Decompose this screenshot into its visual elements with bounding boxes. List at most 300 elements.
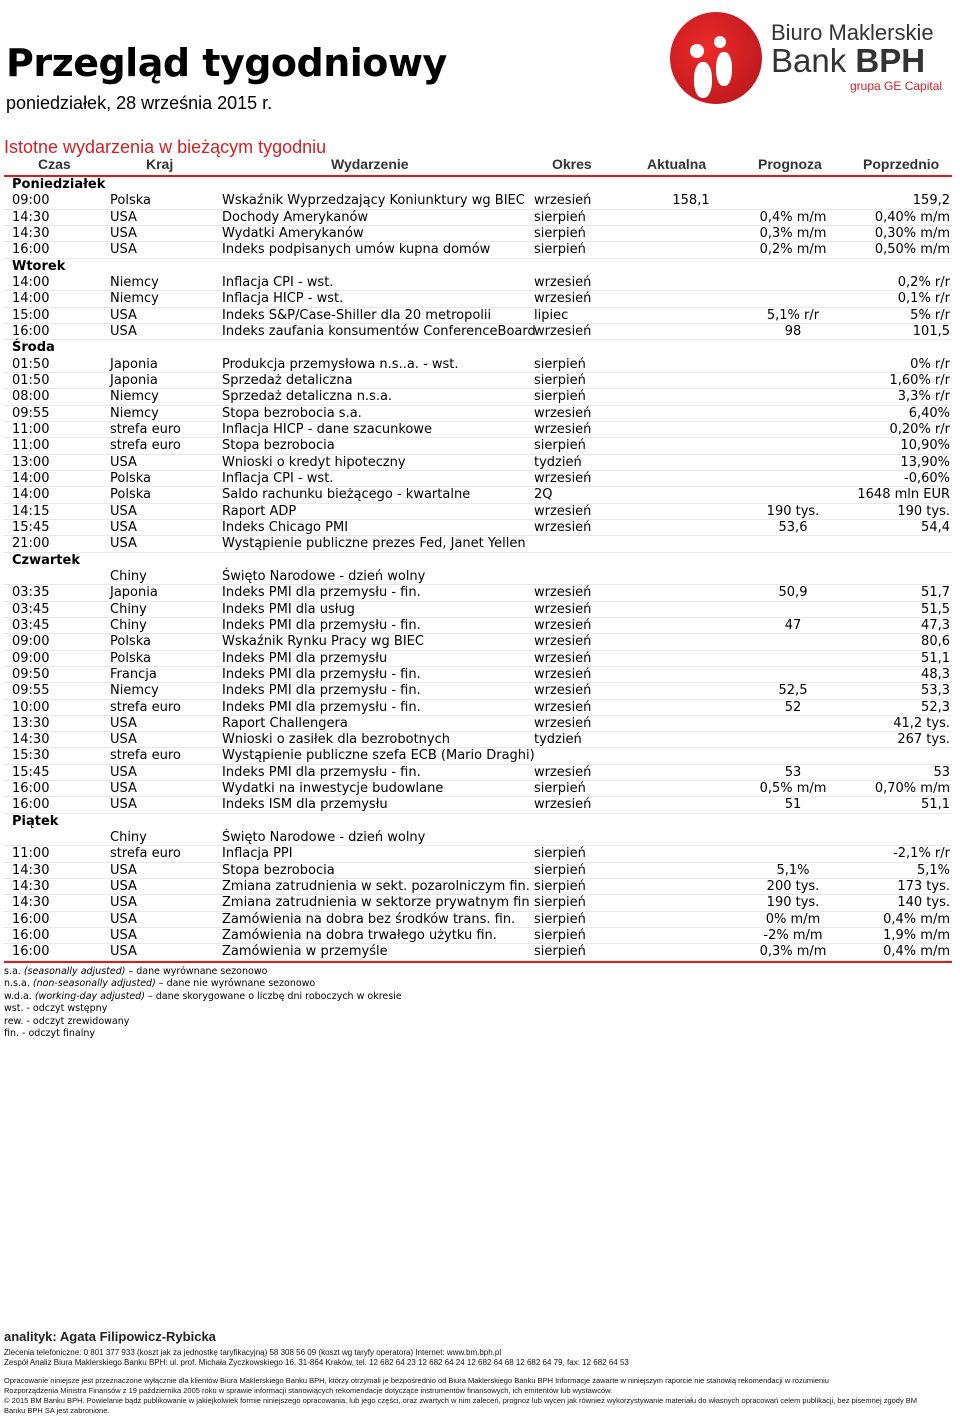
- cell-country: USA: [110, 323, 137, 339]
- table-row: [4, 536, 952, 552]
- cell-period: sierpień: [534, 879, 586, 895]
- cell-event: Wskaźnik Rynku Pracy wg BIEC: [222, 634, 424, 650]
- cell-period: wrzesień: [534, 617, 592, 633]
- cell-country: USA: [110, 911, 137, 927]
- cell-event: Inflacja HICP - wst.: [222, 291, 344, 307]
- cell-country: Polska: [110, 193, 151, 209]
- cell-event: Inflacja CPI - wst.: [222, 470, 334, 486]
- cell-event: Indeks PMI dla przemysłu - fin.: [222, 617, 421, 633]
- cell-event: Dochody Amerykanów: [222, 209, 369, 225]
- cell-previous: 0,2% r/r: [897, 274, 950, 290]
- cell-country: USA: [110, 536, 137, 552]
- bank-logo: [660, 0, 952, 114]
- cell-period: wrzesień: [534, 683, 592, 699]
- cell-time: 14:30: [12, 225, 50, 241]
- cell-period: wrzesień: [534, 699, 592, 715]
- disclaimer-2: Rozporządzenia Ministra Finansów z 19 października 2005 roku w sprawie informacji stanowiących rekomendacje dotyczące instrumentów finansowych, ich emitentów lub wystawców.: [4, 1386, 613, 1395]
- cell-previous: 173 tys.: [897, 879, 950, 895]
- cell-period: sierpień: [534, 911, 586, 927]
- cell-forecast: 98: [784, 323, 802, 339]
- cell-previous: 1648 mln EUR: [857, 487, 950, 503]
- cell-time: 09:55: [12, 683, 50, 699]
- cell-event: Indeks PMI dla przemysłu - fin.: [222, 585, 421, 601]
- cell-country: Niemcy: [110, 389, 159, 405]
- table-row: [4, 944, 952, 960]
- cell-previous: 0,20% r/r: [889, 421, 950, 437]
- cell-period: sierpień: [534, 781, 586, 797]
- cell-country: Niemcy: [110, 683, 159, 699]
- cell-period: sierpień: [534, 242, 586, 258]
- cell-period: sierpień: [534, 862, 586, 878]
- cell-country: USA: [110, 225, 137, 241]
- cell-forecast: 190 tys.: [766, 503, 820, 519]
- cell-previous: -2,1% r/r: [893, 846, 950, 862]
- table-row: [4, 471, 952, 487]
- table-row: [4, 732, 952, 748]
- table-row: [4, 700, 952, 716]
- cell-event: Wnioski o zasiłek dla bezrobotnych: [222, 732, 450, 748]
- cell-country: Chiny: [110, 601, 147, 617]
- table-row: [4, 324, 952, 340]
- cell-forecast: 200 tys.: [766, 879, 820, 895]
- footer: [4, 1329, 954, 1416]
- cell-event: Produkcja przemysłowa n.s..a. - wst.: [222, 356, 459, 372]
- col-actual: Aktualna: [647, 156, 707, 172]
- cell-time: 21:00: [12, 536, 50, 552]
- cell-period: wrzesień: [534, 193, 592, 209]
- cell-time: 01:50: [12, 372, 50, 388]
- table-row: [4, 879, 952, 895]
- cell-forecast: 51: [784, 797, 802, 813]
- day-header-row: [4, 814, 952, 830]
- col-forecast: Prognoza: [758, 156, 822, 172]
- note-line: n.s.a. (non-seasonally adjusted) – dane nie wyrównane sezonowo: [4, 978, 316, 990]
- cell-country: Chiny: [110, 568, 147, 584]
- cell-previous: 159,2: [912, 193, 950, 209]
- cell-time: 03:35: [12, 585, 50, 601]
- table-row: [4, 389, 952, 405]
- cell-event: Święto Narodowe - dzień wolny: [222, 568, 426, 584]
- footer-address: Zespół Analiz Biura Maklerskiego Banku BPH: ul. prof. Michała Życzkowskiego 16, 31-864 Kraków, tel. 12 682 64 23 12 682 64 24 12 682 64 68 12 682 64 79, fax: 12 682 64 53: [4, 1358, 629, 1367]
- table-row: [4, 275, 952, 291]
- table-row: [4, 895, 952, 911]
- cell-event: Indeks S&P/Case-Shiller dla 20 metropolii: [222, 307, 492, 323]
- cell-period: wrzesień: [534, 650, 592, 666]
- table-row: [4, 748, 952, 764]
- table-row: [4, 422, 952, 438]
- table-row: [4, 716, 952, 732]
- cell-country: USA: [110, 242, 137, 258]
- cell-time: 08:00: [12, 389, 50, 405]
- cell-time: 16:00: [12, 928, 50, 944]
- cell-forecast: 52,5: [778, 683, 808, 699]
- cell-country: strefa euro: [110, 438, 181, 454]
- cell-previous: 51,1: [921, 797, 950, 813]
- cell-event: Wydatki Amerykanów: [222, 225, 364, 241]
- cell-period: tydzień: [534, 454, 582, 470]
- cell-forecast: 53,6: [778, 519, 808, 535]
- cell-event: Stopa bezrobocia s.a.: [222, 405, 362, 421]
- cell-forecast: 5,1%: [776, 862, 810, 878]
- cell-previous: 52,3: [921, 699, 950, 715]
- cell-time: 03:45: [12, 601, 50, 617]
- day-header-row: [4, 259, 952, 275]
- table-row: [4, 667, 952, 683]
- table-row: [4, 438, 952, 454]
- cell-country: USA: [110, 797, 137, 813]
- cell-previous: 267 tys.: [897, 732, 950, 748]
- cell-previous: 101,5: [912, 323, 950, 339]
- table-row: [4, 291, 952, 307]
- cell-time: 14:00: [12, 470, 50, 486]
- cell-time: 11:00: [12, 438, 50, 454]
- page-title: Przegląd tygodniowy: [6, 41, 447, 85]
- cell-previous: 1,60% r/r: [889, 372, 950, 388]
- cell-time: 09:00: [12, 634, 50, 650]
- cell-time: 09:00: [12, 650, 50, 666]
- cell-event: Wskaźnik Wyprzedzający Koniunktury wg BIEC: [222, 193, 525, 209]
- cell-event: Sprzedaż detaliczna: [222, 372, 353, 388]
- table-row: [4, 242, 952, 258]
- cell-country: Japonia: [110, 585, 158, 601]
- note-line: s.a. (seasonally adjusted) – dane wyrównane sezonowo: [4, 966, 268, 977]
- cell-event: Saldo rachunku bieżącego - kwartalne: [222, 487, 471, 503]
- table-row: [4, 406, 952, 422]
- day-label: Wtorek: [12, 258, 66, 274]
- disclaimer-4: Banku BPH SA jest zabronione.: [4, 1406, 110, 1415]
- day-label: Środa: [12, 340, 55, 356]
- cell-forecast: 0% m/m: [765, 911, 821, 927]
- cell-country: Niemcy: [110, 405, 159, 421]
- cell-period: wrzesień: [534, 634, 592, 650]
- cell-previous: 0,70% m/m: [874, 781, 950, 797]
- cell-time: 14:15: [12, 503, 50, 519]
- cell-forecast: 190 tys.: [766, 895, 820, 911]
- note-line: w.d.a. (working-day adjusted) – dane skorygowane o liczbę dni roboczych w okresie: [4, 990, 402, 1002]
- cell-time: 16:00: [12, 911, 50, 927]
- cell-previous: 53: [933, 764, 950, 780]
- cell-period: sierpień: [534, 846, 586, 862]
- cell-time: 14:30: [12, 879, 50, 895]
- cell-time: 16:00: [12, 323, 50, 339]
- table-bottom-divider: [4, 961, 952, 963]
- cell-previous: 0,4% m/m: [883, 944, 950, 960]
- cell-previous: 48,3: [921, 666, 950, 682]
- cell-previous: 54,4: [921, 519, 950, 535]
- cell-period: tydzień: [534, 732, 582, 748]
- cell-event: Indeks PMI dla przemysłu: [222, 650, 388, 666]
- cell-event: Wydatki na inwestycje budowlane: [222, 781, 444, 797]
- cell-time: 10:00: [12, 699, 50, 715]
- disclaimer-3: © 2015 BM Banku BPH. Powielanie bądź publikowanie w jakiejkolwiek formie niniejszego opracowania, lub jego części, oraz zwartych w nim zaleceń, prognoz lub wycen jak również wykorzystywanie materiału do własnych opracowań celem publikacji, bez pisemnej zgody BM: [4, 1396, 918, 1405]
- cell-period: wrzesień: [534, 470, 592, 486]
- cell-country: Polska: [110, 634, 151, 650]
- cell-event: Indeks podpisanych umów kupna domów: [222, 242, 491, 258]
- cell-previous: 0,1% r/r: [897, 291, 950, 307]
- cell-country: Francja: [110, 666, 157, 682]
- table-row: [4, 830, 952, 846]
- cell-event: Indeks Chicago PMI: [222, 519, 349, 535]
- cell-period: wrzesień: [534, 421, 592, 437]
- table-header: [4, 156, 952, 174]
- cell-event: Stopa bezrobocia: [222, 438, 335, 454]
- table-row: [4, 618, 952, 634]
- cell-country: Chiny: [110, 617, 147, 633]
- cell-previous: 10,90%: [900, 438, 950, 454]
- cell-previous: 140 tys.: [897, 895, 950, 911]
- table-row: [4, 308, 952, 324]
- analyst-name: analityk: Agata Filipowicz-Rybicka: [4, 1329, 216, 1344]
- cell-time: 16:00: [12, 242, 50, 258]
- cell-event: Wnioski o kredyt hipoteczny: [222, 454, 406, 470]
- cell-time: 09:55: [12, 405, 50, 421]
- cell-country: USA: [110, 732, 137, 748]
- cell-period: sierpień: [534, 895, 586, 911]
- cell-event: Indeks PMI dla przemysłu - fin.: [222, 666, 421, 682]
- cell-period: wrzesień: [534, 405, 592, 421]
- cell-country: USA: [110, 307, 137, 323]
- cell-country: Polska: [110, 487, 151, 503]
- cell-time: 13:30: [12, 715, 50, 731]
- cell-forecast: 5,1% r/r: [766, 307, 820, 323]
- day-label: Poniedziałek: [12, 177, 106, 192]
- cell-country: Niemcy: [110, 291, 159, 307]
- cell-event: Inflacja HICP - dane szacunkowe: [222, 421, 432, 437]
- cell-event: Zmiana zatrudnienia w sekt. pozarolniczym fin.: [222, 879, 530, 895]
- cell-time: 11:00: [12, 846, 50, 862]
- cell-country: Chiny: [110, 830, 147, 846]
- cell-previous: 51,5: [921, 601, 950, 617]
- cell-event: Indeks PMI dla usług: [222, 601, 355, 617]
- cell-previous: 13,90%: [900, 454, 950, 470]
- cell-time: 15:45: [12, 519, 50, 535]
- cell-previous: 1,9% m/m: [883, 928, 950, 944]
- cell-country: USA: [110, 944, 137, 960]
- section-title: Istotne wydarzenia w bieżącym tygodniu: [4, 137, 327, 157]
- cell-country: USA: [110, 454, 137, 470]
- col-period: Okres: [552, 156, 592, 172]
- cell-period: wrzesień: [534, 585, 592, 601]
- cell-period: wrzesień: [534, 715, 592, 731]
- cell-period: wrzesień: [534, 274, 592, 290]
- cell-previous: 0,50% m/m: [874, 242, 950, 258]
- cell-previous: 190 tys.: [897, 503, 950, 519]
- disclaimer-1: Opracowanie niniejsze jest przeznaczone wyłącznie dla klientów Biura Maklerskiego Banku BPH, którzy otrzymali je bezpośrednio od Biura Maklerskiego Banku BPH Informacje zawarte w niniejszym raporcie nie stanowią rekomendacji w rozumieniu: [4, 1376, 829, 1385]
- cell-period: lipiec: [534, 307, 569, 323]
- cell-country: strefa euro: [110, 748, 181, 764]
- table-row: [4, 210, 952, 226]
- cell-period: sierpień: [534, 389, 586, 405]
- cell-country: USA: [110, 764, 137, 780]
- cell-event: Stopa bezrobocia: [222, 862, 335, 878]
- col-country: Kraj: [146, 156, 174, 172]
- cell-time: 16:00: [12, 797, 50, 813]
- day-header-row: [4, 177, 952, 193]
- cell-time: 01:50: [12, 356, 50, 372]
- cell-event: Indeks PMI dla przemysłu - fin.: [222, 683, 421, 699]
- cell-country: USA: [110, 715, 137, 731]
- cell-period: wrzesień: [534, 797, 592, 813]
- logo-line1: Biuro Maklerskie: [771, 20, 934, 45]
- cell-time: 14:00: [12, 291, 50, 307]
- cell-time: 14:30: [12, 895, 50, 911]
- col-event: Wydarzenie: [331, 156, 409, 172]
- cell-event: Sprzedaż detaliczna n.s.a.: [222, 389, 393, 405]
- cell-country: strefa euro: [110, 846, 181, 862]
- cell-period: wrzesień: [534, 764, 592, 780]
- cell-forecast: 52: [784, 699, 802, 715]
- cell-period: sierpień: [534, 944, 586, 960]
- cell-period: sierpień: [534, 225, 586, 241]
- table-row: [4, 651, 952, 667]
- table-row: [4, 569, 952, 585]
- cell-previous: 0% r/r: [910, 356, 950, 372]
- cell-time: 14:30: [12, 862, 50, 878]
- table-row: [4, 912, 952, 928]
- cell-country: Niemcy: [110, 274, 159, 290]
- note-line: rew. - odczyt zrewidowany: [4, 1015, 130, 1027]
- cell-event: Indeks PMI dla przemysłu - fin.: [222, 699, 421, 715]
- cell-event: Zmiana zatrudnienia w sektorze prywatnym fin: [222, 895, 530, 911]
- cell-time: 14:30: [12, 732, 50, 748]
- cell-period: sierpień: [534, 928, 586, 944]
- cell-event: Inflacja PPI: [222, 846, 293, 862]
- col-previous: Poprzednio: [863, 156, 940, 172]
- cell-forecast: 0,4% m/m: [759, 209, 827, 225]
- table-row: [4, 781, 952, 797]
- cell-country: USA: [110, 879, 137, 895]
- day-header-row: [4, 340, 952, 356]
- cell-event: Zamówienia na dobra trwałego użytku fin.: [222, 928, 497, 944]
- cell-previous: 5,1%: [916, 862, 950, 878]
- cell-previous: 51,7: [921, 585, 950, 601]
- cell-period: sierpień: [534, 372, 586, 388]
- table-row: [4, 683, 952, 699]
- events-table: [4, 177, 952, 961]
- cell-forecast: -2% m/m: [763, 928, 823, 944]
- cell-time: 11:00: [12, 421, 50, 437]
- cell-previous: 3,3% r/r: [897, 389, 950, 405]
- cell-country: USA: [110, 781, 137, 797]
- cell-period: sierpień: [534, 438, 586, 454]
- cell-event: Wystąpienie publiczne prezes Fed, Janet Yellen: [222, 536, 526, 552]
- cell-event: Indeks ISM dla przemysłu: [222, 797, 388, 813]
- cell-time: 14:00: [12, 487, 50, 503]
- cell-forecast: 53: [784, 764, 802, 780]
- report-date: poniedziałek, 28 września 2015 r.: [6, 93, 273, 113]
- cell-previous: 41,2 tys.: [893, 715, 950, 731]
- cell-country: strefa euro: [110, 421, 181, 437]
- day-label: Czwartek: [12, 552, 80, 568]
- table-row: [4, 455, 952, 471]
- cell-previous: 0,4% m/m: [883, 911, 950, 927]
- cell-event: Wystąpienie publiczne szefa ECB (Mario Draghi): [222, 748, 535, 764]
- day-label: Piątek: [12, 813, 59, 829]
- table-row: [4, 585, 952, 601]
- cell-previous: 51,1: [921, 650, 950, 666]
- cell-time: 15:00: [12, 307, 50, 323]
- logo-line2: Bank BPH: [771, 42, 926, 79]
- cell-forecast: 50,9: [778, 585, 808, 601]
- table-row: [4, 226, 952, 242]
- cell-period: 2Q: [534, 487, 553, 503]
- cell-event: Indeks zaufania konsumentów ConferenceBoard: [222, 323, 536, 339]
- cell-forecast: 0,2% m/m: [759, 242, 827, 258]
- cell-time: 15:45: [12, 764, 50, 780]
- cell-forecast: 0,3% m/m: [759, 225, 827, 241]
- cell-forecast: 0,5% m/m: [759, 781, 827, 797]
- cell-period: wrzesień: [534, 601, 592, 617]
- cell-time: 14:00: [12, 274, 50, 290]
- cell-country: USA: [110, 895, 137, 911]
- table-row: [4, 602, 952, 618]
- cell-period: wrzesień: [534, 503, 592, 519]
- cell-previous: 47,3: [921, 617, 950, 633]
- cell-country: USA: [110, 503, 137, 519]
- table-row: [4, 928, 952, 944]
- bowling-logo-icon: [670, 12, 762, 104]
- cell-period: sierpień: [534, 356, 586, 372]
- footer-contact: Zlecenia telefoniczne: 0 801 377 933 (koszt jak za jednostkę taryfikacyjną) 58 308 56 09 (koszt wg taryfy operatora) Internet: www.bm.bph.pl: [4, 1348, 502, 1357]
- cell-time: 09:50: [12, 666, 50, 682]
- cell-previous: 0,30% m/m: [874, 225, 950, 241]
- table-row: [4, 634, 952, 650]
- cell-time: 16:00: [12, 944, 50, 960]
- cell-time: 14:30: [12, 209, 50, 225]
- cell-previous: 53,3: [921, 683, 950, 699]
- cell-period: wrzesień: [534, 291, 592, 307]
- col-time: Czas: [38, 156, 71, 172]
- table-row: [4, 193, 952, 209]
- table-row: [4, 797, 952, 813]
- note-line: fin. - odczyt finalny: [4, 1028, 96, 1040]
- cell-time: 16:00: [12, 781, 50, 797]
- cell-country: USA: [110, 928, 137, 944]
- logo-line3: grupa GE Capital: [850, 79, 943, 93]
- cell-forecast: 47: [784, 617, 802, 633]
- table-row: [4, 520, 952, 536]
- cell-actual: 158,1: [672, 193, 710, 209]
- cell-event: Zamówienia w przemyśle: [222, 944, 388, 960]
- day-header-row: [4, 553, 952, 569]
- cell-event: Raport Challengera: [222, 715, 348, 731]
- cell-event: Święto Narodowe - dzień wolny: [222, 830, 426, 846]
- cell-time: 15:30: [12, 748, 50, 764]
- cell-time: 13:00: [12, 454, 50, 470]
- cell-country: USA: [110, 862, 137, 878]
- cell-country: Japonia: [110, 356, 158, 372]
- abbreviation-notes: [4, 966, 402, 1040]
- cell-country: USA: [110, 209, 137, 225]
- table-row: [4, 373, 952, 389]
- cell-previous: 80,6: [921, 634, 950, 650]
- cell-period: wrzesień: [534, 323, 592, 339]
- cell-event: Raport ADP: [222, 503, 297, 519]
- table-row: [4, 863, 952, 879]
- cell-country: strefa euro: [110, 699, 181, 715]
- cell-country: Japonia: [110, 372, 158, 388]
- cell-previous: 0,40% m/m: [874, 209, 950, 225]
- cell-time: 03:45: [12, 617, 50, 633]
- cell-country: Polska: [110, 650, 151, 666]
- cell-period: sierpień: [534, 209, 586, 225]
- cell-event: Zamówienia na dobra bez środków trans. fin.: [222, 911, 516, 927]
- note-line: wst. - odczyt wstępny: [4, 1003, 108, 1015]
- table-row: [4, 357, 952, 373]
- cell-event: Inflacja CPI - wst.: [222, 274, 334, 290]
- cell-time: 09:00: [12, 193, 50, 209]
- table-row: [4, 846, 952, 862]
